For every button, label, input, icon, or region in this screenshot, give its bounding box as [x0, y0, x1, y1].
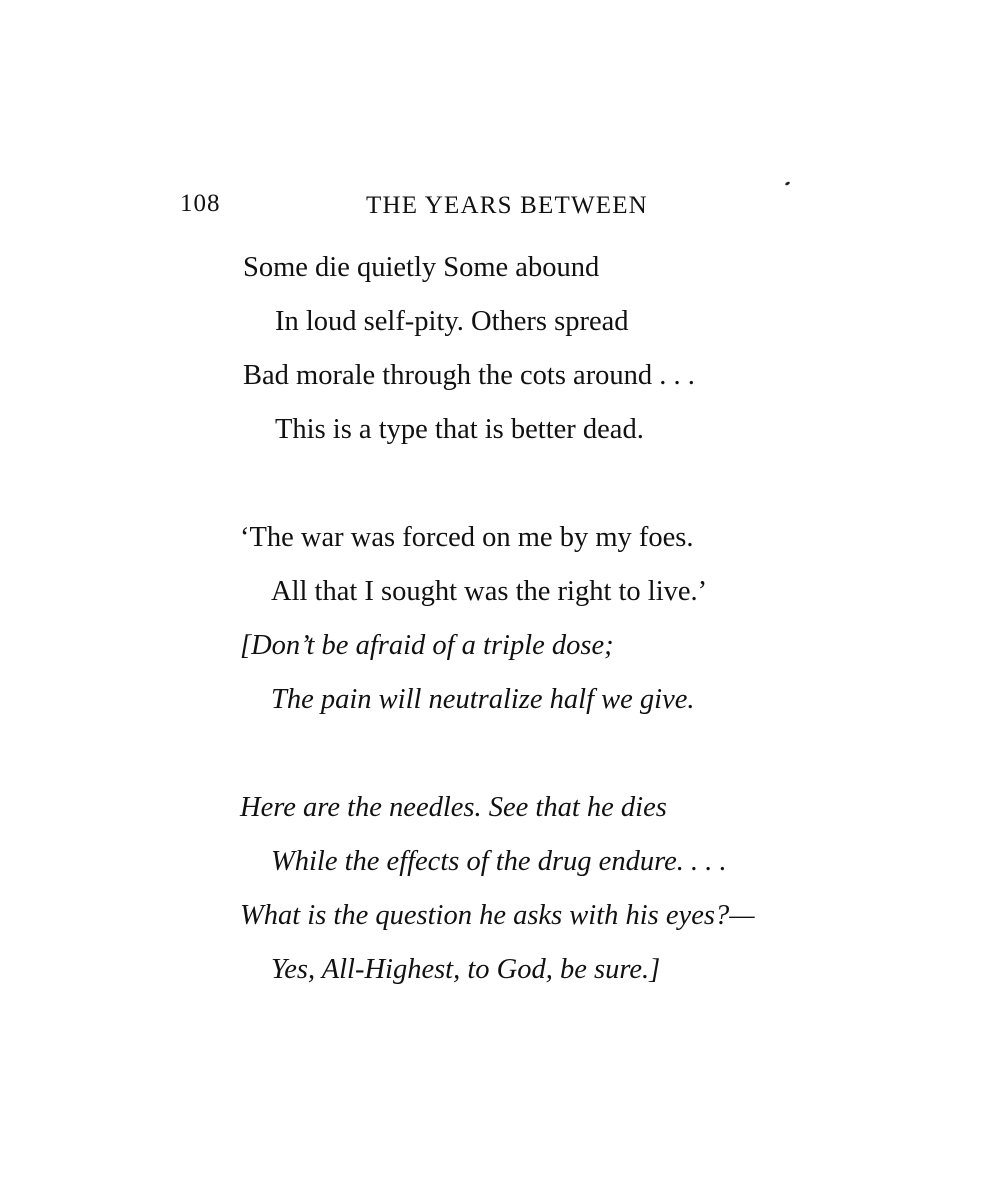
page-header [0, 190, 1000, 230]
poem-line: Bad morale through the cots around . . . [243, 360, 695, 391]
poem-line: All that I sought was the right to live.’ [271, 576, 708, 607]
ink-speck [785, 181, 791, 186]
poem-line: While the effects of the drug endure. . . . [271, 846, 727, 877]
poem-line: Yes, All-Highest, to God, be sure.] [271, 954, 661, 985]
poem-line: [Don’t be afraid of a triple dose; [240, 630, 614, 661]
poem-line: Here are the needles. See that he dies [240, 792, 667, 823]
page-number: 108 [180, 190, 221, 217]
poem-line: Some die quietly Some abound [243, 252, 600, 283]
poem-line: The pain will neutralize half we give. [271, 684, 695, 715]
running-title: THE YEARS BETWEEN [366, 192, 648, 219]
poem-line: In loud self-pity. Others spread [275, 306, 629, 337]
poem-line: What is the question he asks with his eyes?— [240, 900, 755, 931]
poem-line: This is a type that is better dead. [275, 414, 644, 445]
poem-line: ‘The war was forced on me by my foes. [240, 522, 694, 553]
